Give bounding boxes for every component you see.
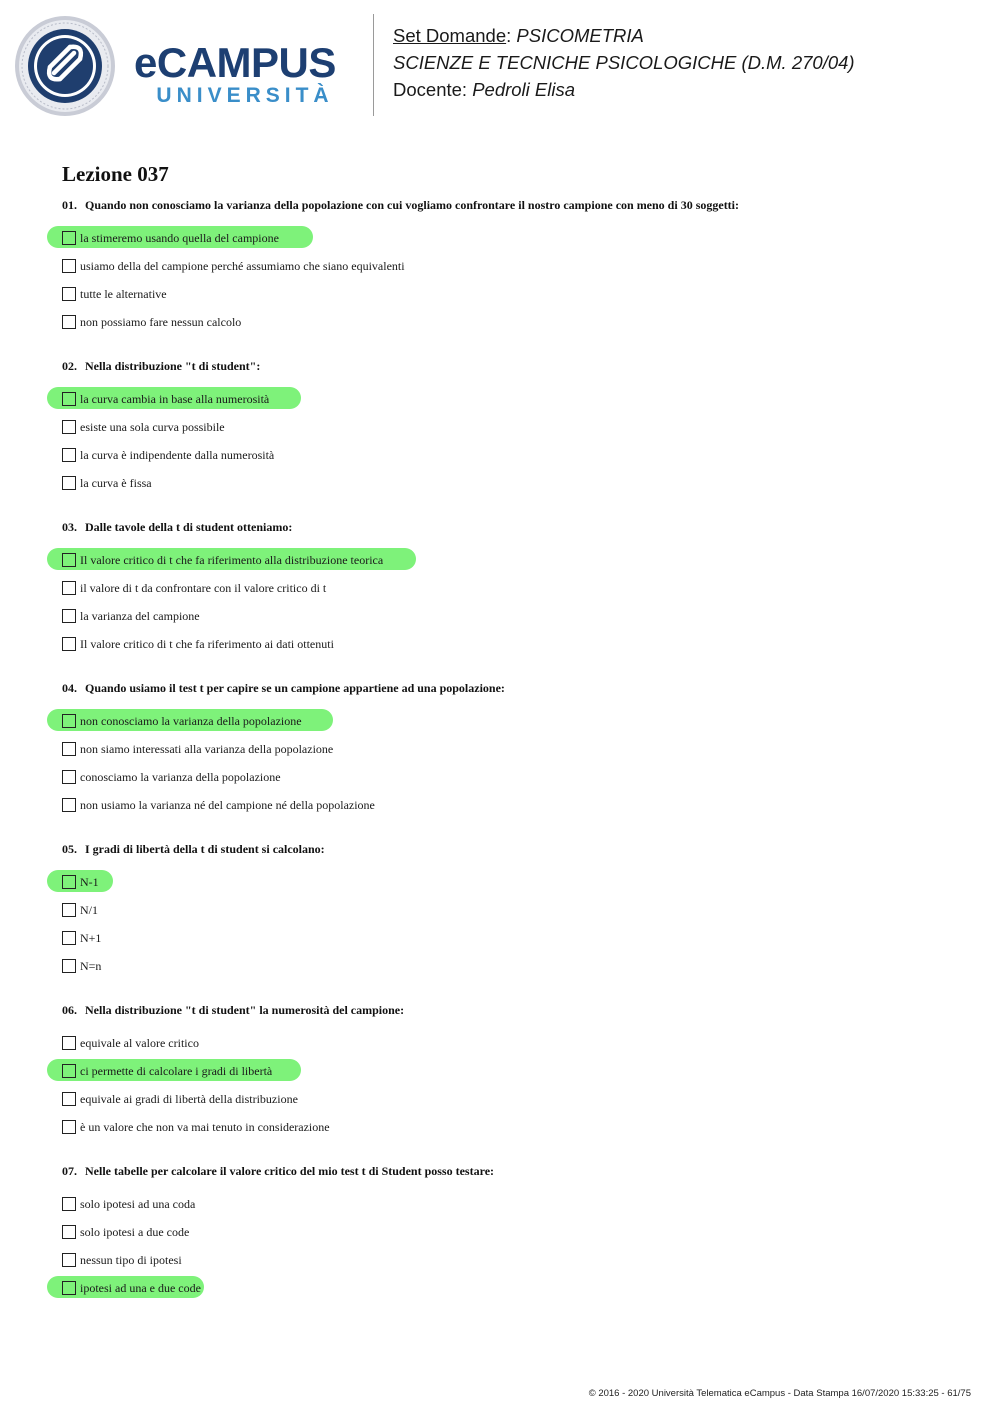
answer-option-label: tutte le alternative xyxy=(80,287,167,301)
answer-option[interactable] xyxy=(62,224,962,252)
answer-option-label: Il valore critico di t che fa riferimento alla distribuzione teorica xyxy=(80,553,384,567)
set-label: Set Domande xyxy=(393,25,507,46)
question-list xyxy=(62,196,962,1323)
answer-checkbox[interactable] xyxy=(62,798,76,812)
question-text xyxy=(62,518,962,536)
answer-option-label: usiamo della del campione perché assumiamo che siano equivalenti xyxy=(80,259,405,273)
answer-checkbox[interactable] xyxy=(62,931,76,945)
teacher-line xyxy=(393,76,855,103)
answer-checkbox[interactable] xyxy=(62,1225,76,1239)
university-seal-logo xyxy=(14,15,116,117)
answer-option-label: non conosciamo la varianza della popolazione xyxy=(80,714,302,728)
answer-option[interactable] xyxy=(62,1113,962,1141)
question-block xyxy=(62,518,962,658)
question-text xyxy=(62,679,962,697)
answer-checkbox[interactable] xyxy=(62,903,76,917)
answer-checkbox[interactable] xyxy=(62,875,76,889)
answer-option-label: la varianza del campione xyxy=(80,609,200,623)
answer-option[interactable] xyxy=(62,413,962,441)
answer-checkbox[interactable] xyxy=(62,231,76,245)
answer-option[interactable] xyxy=(62,441,962,469)
answer-options xyxy=(62,1190,962,1302)
answer-checkbox[interactable] xyxy=(62,1281,76,1295)
answer-checkbox[interactable] xyxy=(62,959,76,973)
question-number: 03. xyxy=(62,520,77,534)
answer-option-label: equivale ai gradi di libertà della distribuzione xyxy=(80,1092,298,1106)
answer-option[interactable] xyxy=(62,252,962,280)
answer-option[interactable] xyxy=(62,952,962,980)
answer-option-label: non usiamo la varianza né del campione né della popolazione xyxy=(80,798,375,812)
question-number: 04. xyxy=(62,681,77,695)
answer-option-label: ipotesi ad una e due code xyxy=(80,1281,201,1295)
answer-checkbox[interactable] xyxy=(62,553,76,567)
answer-options xyxy=(62,546,962,658)
logo-main-text: eCAMPUS xyxy=(134,39,336,86)
ecampus-wordmark xyxy=(134,40,356,108)
answer-option-label: non possiamo fare nessun calcolo xyxy=(80,315,242,329)
teacher-name: Pedroli Elisa xyxy=(472,79,576,100)
answer-option[interactable] xyxy=(62,1057,962,1085)
answer-checkbox[interactable] xyxy=(62,1064,76,1078)
answer-checkbox[interactable] xyxy=(62,392,76,406)
question-number: 05. xyxy=(62,842,77,856)
answer-option[interactable] xyxy=(62,630,962,658)
answer-option[interactable] xyxy=(62,1190,962,1218)
answer-checkbox[interactable] xyxy=(62,1253,76,1267)
answer-option-label: solo ipotesi a due code xyxy=(80,1225,190,1239)
answer-options xyxy=(62,385,962,497)
question-text xyxy=(62,840,962,858)
question-block xyxy=(62,679,962,819)
answer-checkbox[interactable] xyxy=(62,581,76,595)
set-value: PSICOMETRIA xyxy=(516,25,644,46)
answer-option[interactable] xyxy=(62,469,962,497)
answer-option-label: equivale al valore critico xyxy=(80,1036,199,1050)
answer-checkbox[interactable] xyxy=(62,287,76,301)
answer-option[interactable] xyxy=(62,791,962,819)
answer-checkbox[interactable] xyxy=(62,1197,76,1211)
answer-option[interactable] xyxy=(62,1218,962,1246)
question-number: 01. xyxy=(62,198,77,212)
answer-option-label: non siamo interessati alla varianza della popolazione xyxy=(80,742,334,756)
answer-checkbox[interactable] xyxy=(62,420,76,434)
answer-option-label: N=n xyxy=(80,959,102,973)
answer-option[interactable] xyxy=(62,546,962,574)
question-set-line xyxy=(393,22,855,49)
question-text xyxy=(62,1001,962,1019)
question-text xyxy=(62,1162,962,1180)
page-footer: © 2016 - 2020 Università Telematica eCampus - Data Stampa 16/07/2020 15:33:25 - 61/75 xyxy=(588,1388,971,1399)
answer-option[interactable] xyxy=(62,280,962,308)
answer-options xyxy=(62,224,962,336)
logo-sub-text: UNIVERSITÀ xyxy=(156,84,334,107)
answer-option[interactable] xyxy=(62,308,962,336)
question-text xyxy=(62,357,962,375)
answer-options xyxy=(62,1029,962,1141)
question-number: 06. xyxy=(62,1003,77,1017)
answer-checkbox[interactable] xyxy=(62,742,76,756)
answer-option-label: nessun tipo di ipotesi xyxy=(80,1253,182,1267)
answer-options xyxy=(62,868,962,980)
question-prompt: I gradi di libertà della t di student si calcolano: xyxy=(85,842,325,856)
question-block xyxy=(62,1001,962,1141)
answer-option-label: è un valore che non va mai tenuto in considerazione xyxy=(80,1120,330,1134)
question-prompt: Dalle tavole della t di student otteniamo: xyxy=(85,520,293,534)
lesson-title: Lezione 037 xyxy=(62,162,169,186)
answer-option-label: N+1 xyxy=(80,931,102,945)
answer-checkbox[interactable] xyxy=(62,1036,76,1050)
answer-option[interactable] xyxy=(62,1246,962,1274)
question-number: 07. xyxy=(62,1164,77,1178)
answer-option-label: la curva è fissa xyxy=(80,476,152,490)
answer-option[interactable] xyxy=(62,735,962,763)
answer-option[interactable] xyxy=(62,1085,962,1113)
answer-option[interactable] xyxy=(62,896,962,924)
answer-option-label: solo ipotesi ad una coda xyxy=(80,1197,196,1211)
answer-option[interactable] xyxy=(62,602,962,630)
question-prompt: Nelle tabelle per calcolare il valore critico del mio test t di Student posso testare: xyxy=(85,1164,495,1178)
answer-option-label: Il valore critico di t che fa riferimento ai dati ottenuti xyxy=(80,637,334,651)
question-number: 02. xyxy=(62,359,77,373)
question-prompt: Nella distribuzione "t di student": xyxy=(85,359,261,373)
answer-option[interactable] xyxy=(62,707,962,735)
answer-option-label: la curva cambia in base alla numerosità xyxy=(80,392,270,406)
answer-checkbox[interactable] xyxy=(62,770,76,784)
answer-checkbox[interactable] xyxy=(62,476,76,490)
question-block xyxy=(62,840,962,980)
set-colon: : xyxy=(506,25,517,46)
answer-checkbox[interactable] xyxy=(62,1092,76,1106)
answer-checkbox[interactable] xyxy=(62,259,76,273)
answer-checkbox[interactable] xyxy=(62,448,76,462)
answer-option[interactable] xyxy=(62,763,962,791)
answer-option-label: ci permette di calcolare i gradi di libertà xyxy=(80,1064,273,1078)
question-block xyxy=(62,357,962,497)
answer-checkbox[interactable] xyxy=(62,637,76,651)
course-name: SCIENZE E TECNICHE PSICOLOGICHE (D.M. 270/04) xyxy=(393,52,855,73)
answer-option-label: la stimeremo usando quella del campione xyxy=(80,231,279,245)
answer-option-label: conosciamo la varianza della popolazione xyxy=(80,770,281,784)
answer-checkbox[interactable] xyxy=(62,1120,76,1134)
question-prompt: Quando usiamo il test t per capire se un campione appartiene ad una popolazione: xyxy=(85,681,505,695)
answer-option[interactable] xyxy=(62,868,962,896)
question-block xyxy=(62,1162,962,1302)
header-info xyxy=(393,22,855,103)
answer-option-label: esiste una sola curva possibile xyxy=(80,420,225,434)
answer-checkbox[interactable] xyxy=(62,609,76,623)
answer-option-label: N-1 xyxy=(80,875,99,889)
answer-option[interactable] xyxy=(62,1274,962,1302)
answer-checkbox[interactable] xyxy=(62,315,76,329)
teacher-label: Docente xyxy=(393,79,462,100)
teacher-colon: : xyxy=(461,79,473,100)
answer-option-label: la curva è indipendente dalla numerosità xyxy=(80,448,275,462)
header-divider xyxy=(373,14,374,116)
answer-options xyxy=(62,707,962,819)
answer-option[interactable] xyxy=(62,924,962,952)
answer-option-label: N/1 xyxy=(80,903,98,917)
answer-option[interactable] xyxy=(62,385,962,413)
question-prompt: Quando non conosciamo la varianza della popolazione con cui vogliamo confrontare il nostro campione con meno di 30 soggetti: xyxy=(85,198,740,212)
answer-checkbox[interactable] xyxy=(62,714,76,728)
answer-option[interactable] xyxy=(62,1029,962,1057)
question-block xyxy=(62,196,962,336)
question-text xyxy=(62,196,962,214)
answer-option-label: il valore di t da confrontare con il valore critico di t xyxy=(80,581,327,595)
answer-option[interactable] xyxy=(62,574,962,602)
question-prompt: Nella distribuzione "t di student" la numerosità del campione: xyxy=(85,1003,405,1017)
